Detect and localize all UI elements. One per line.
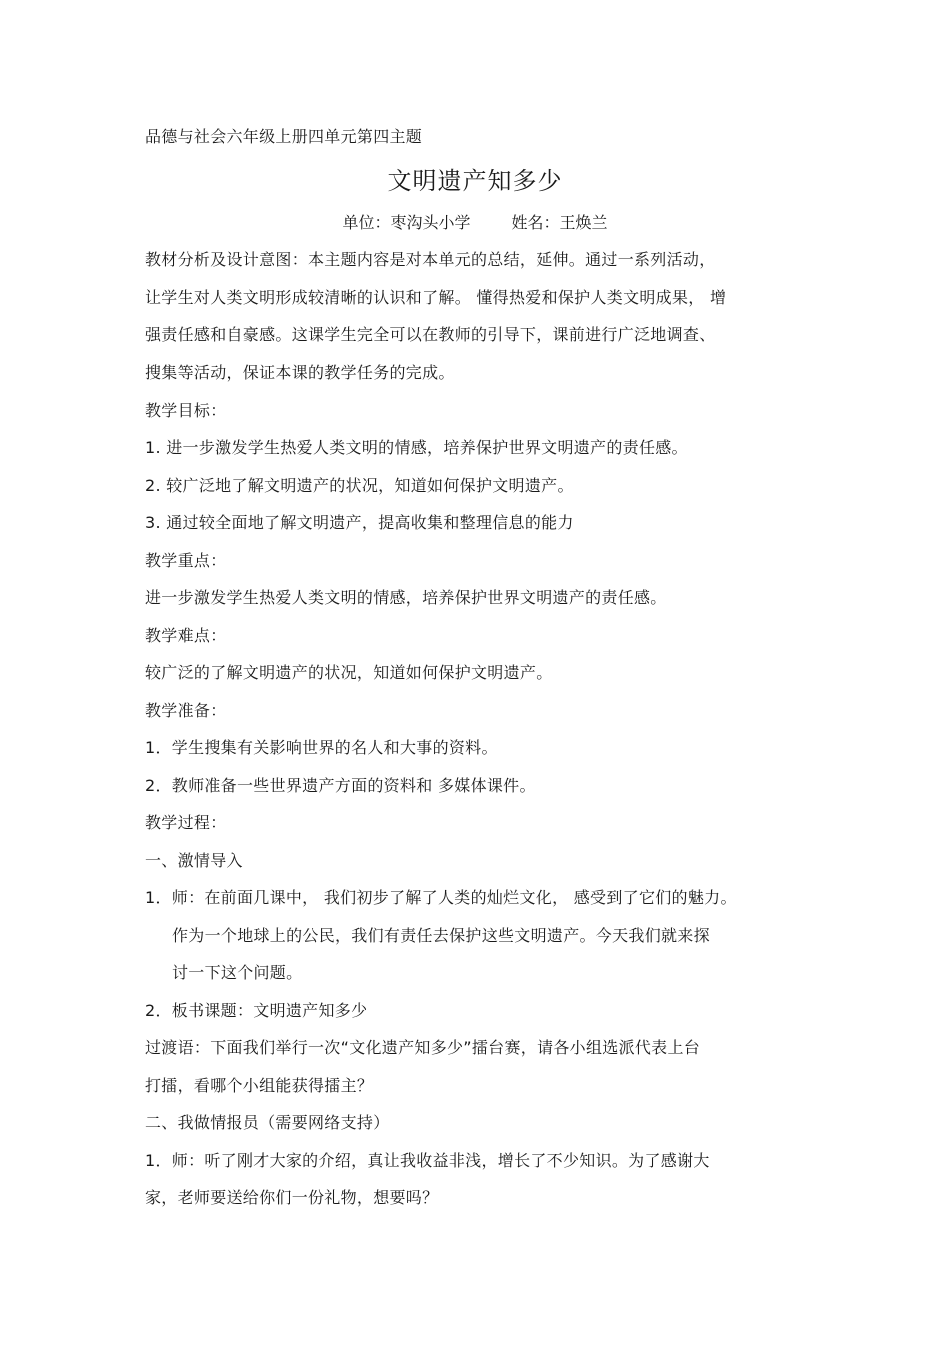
name-label: 姓名：王焕兰 [511, 213, 608, 232]
document-title: 文明遗产知多少 [387, 167, 563, 195]
paragraph-line: 家，老师要送给你们一份礼物，想要吗？ [145, 1188, 439, 1207]
subject-line: 品德与社会六年级上册四单元第四主题 [145, 127, 423, 146]
paragraph-line: 较广泛的了解文明遗产的状况，知道如何保护文明遗产。 [145, 663, 553, 682]
paragraph-line: 搜集等活动，保证本课的教学任务的完成。 [145, 363, 455, 382]
subsection-heading: 一、激情导入 [145, 851, 243, 870]
list-item: 2. 较广泛地了解文明遗产的状况，知道如何保护文明遗产。 [145, 476, 574, 495]
list-item: 2．教师准备一些世界遗产方面的资料和 多媒体课件。 [145, 776, 536, 795]
author-line [0, 213, 950, 233]
list-item: 2．板书课题：文明遗产知多少 [145, 1001, 368, 1020]
list-item: 1．师：听了刚才大家的介绍，真让我收益非浅，增长了不少知识。为了感谢大 [145, 1151, 710, 1170]
paragraph-line: 讨一下这个问题。 [172, 963, 303, 982]
paragraph-line: 强责任感和自豪感。这课学生完全可以在教师的引导下，课前进行广泛地调查、 [145, 325, 716, 344]
section-heading: 教学目标： [145, 401, 227, 420]
paragraph-line: 过渡语：下面我们举行一次“文化遗产知多少”擂台赛，请各小组选派代表上台 [145, 1038, 701, 1057]
paragraph-line: 教材分析及设计意图：本主题内容是对本单元的总结，延伸。通过一系列活动， [145, 250, 716, 269]
subsection-heading: 二、我做情报员（需要网络支持） [145, 1113, 390, 1132]
section-heading: 教学难点： [145, 626, 227, 645]
section-heading: 教学准备： [145, 701, 227, 720]
paragraph-line: 打擂，看哪个小组能获得擂主？ [145, 1076, 374, 1095]
paragraph-line: 进一步激发学生热爱人类文明的情感，培养保护世界文明遗产的责任感。 [145, 588, 667, 607]
paragraph-line: 让学生对人类文明形成较清晰的认识和了解。 懂得热爱和保护人类文明成果， 增 [145, 288, 727, 307]
list-item: 1．师：在前面几课中， 我们初步了解了人类的灿烂文化， 感受到了它们的魅力。 [145, 888, 737, 907]
list-item: 1．学生搜集有关影响世界的名人和大事的资料。 [145, 738, 498, 757]
paragraph-line: 作为一个地球上的公民，我们有责任去保护这些文明遗产。今天我们就来探 [172, 926, 710, 945]
section-heading: 教学过程： [145, 813, 227, 832]
unit-label: 单位：枣沟头小学 [342, 213, 471, 232]
section-heading: 教学重点： [145, 551, 227, 570]
list-item: 1. 进一步激发学生热爱人类文明的情感，培养保护世界文明遗产的责任感。 [145, 438, 688, 457]
list-item: 3. 通过较全面地了解文明遗产，提高收集和整理信息的能力 [145, 513, 574, 532]
